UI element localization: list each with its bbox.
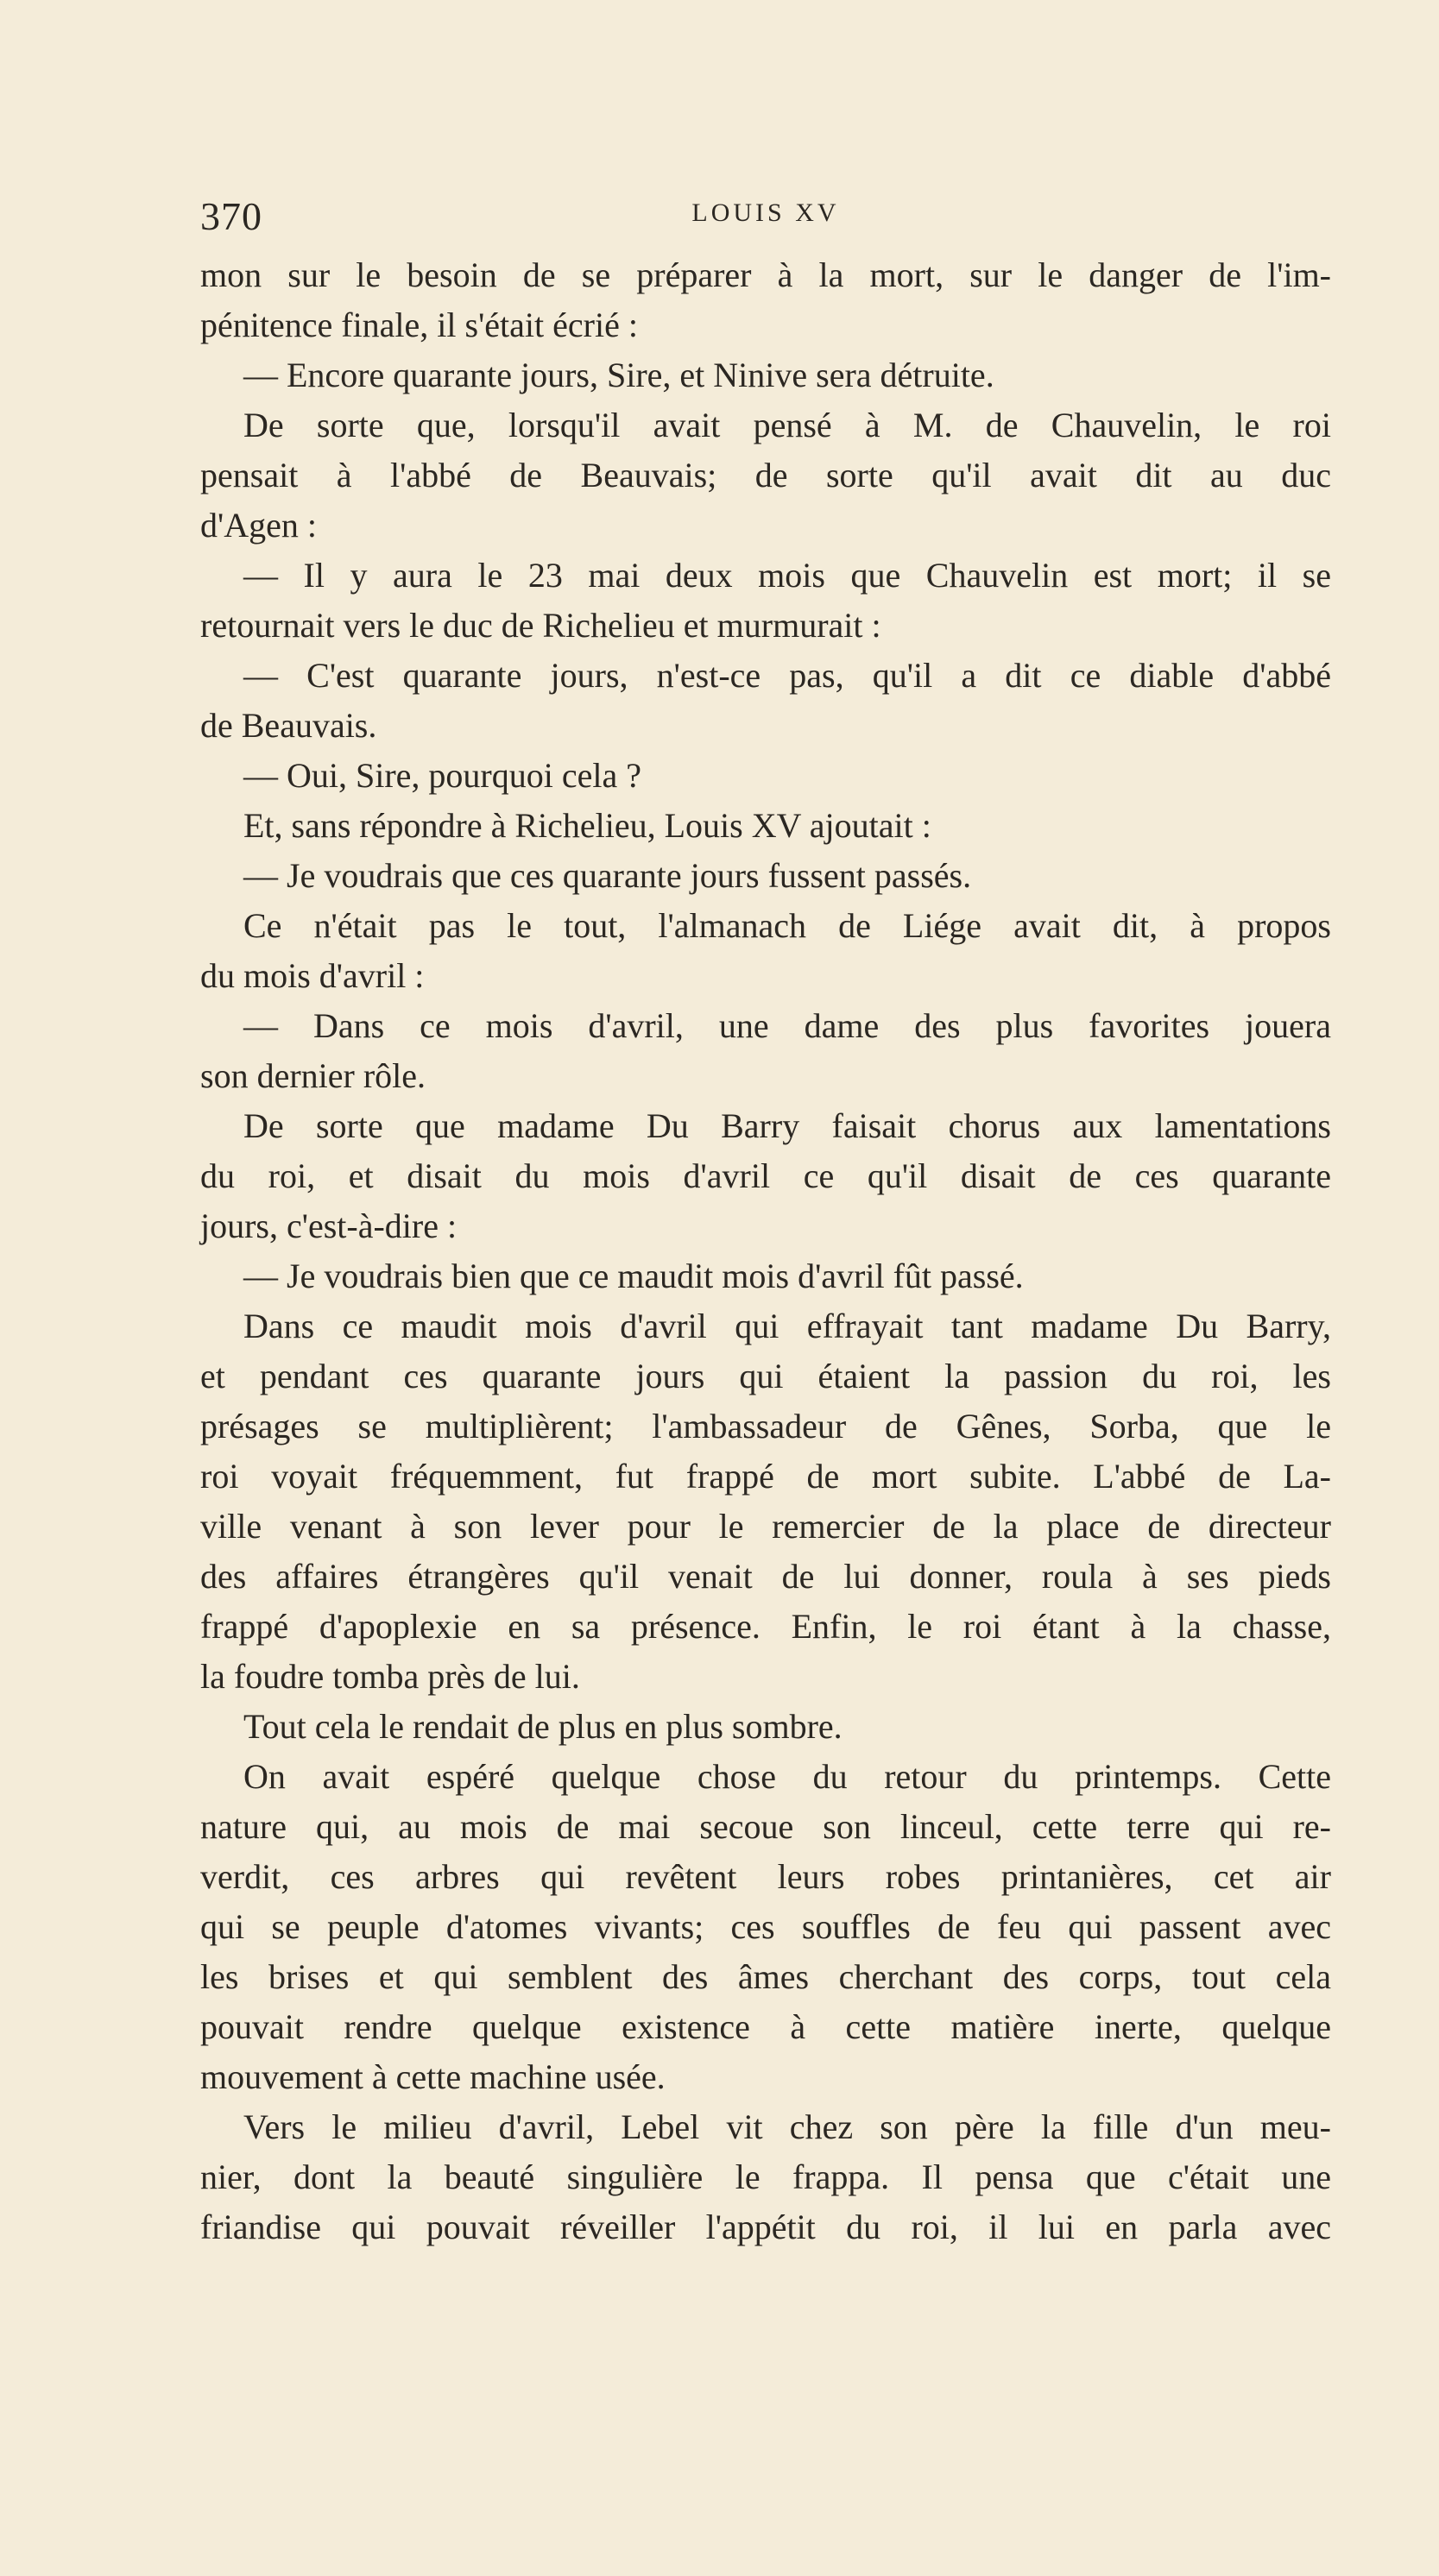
running-title: LOUIS XV — [691, 198, 840, 227]
text-line: — Dans ce mois d'avril, une dame des plus favorites jouera — [243, 1006, 1331, 1045]
text-line: — Il y aura le 23 mai deux mois que Chauvelin est mort; il se — [243, 556, 1331, 595]
page-header — [200, 193, 1331, 245]
text-line: son dernier rôle. — [200, 1056, 426, 1095]
text-line: jours, c'est-à-dire : — [200, 1206, 458, 1245]
text-line: — Oui, Sire, pourquoi cela ? — [243, 756, 641, 795]
text-line: qui se peuple d'atomes vivants; ces souffles de feu qui passent avec — [200, 1907, 1331, 1946]
text-line: — Je voudrais bien que ce maudit mois d'avril fût passé. — [243, 1257, 1024, 1295]
text-line: du mois d'avril : — [200, 956, 425, 995]
page-number: 370 — [200, 194, 262, 238]
text-line: — Je voudrais que ces quarante jours fussent passés. — [243, 856, 972, 895]
text-line: Et, sans répondre à Richelieu, Louis XV ajoutait : — [243, 806, 931, 845]
text-line: les brises et qui semblent des âmes cherchant des corps, tout cela — [200, 1957, 1331, 1996]
text-line: ville venant à son lever pour le remercier de la place de directeur — [200, 1507, 1331, 1546]
text-line: frappé d'apoplexie en sa présence. Enfin, le roi étant à la chasse, — [200, 1607, 1331, 1646]
text-line: mouvement à cette machine usée. — [200, 2057, 666, 2096]
text-line: — Encore quarante jours, Sire, et Ninive sera détruite. — [243, 356, 994, 394]
text-line: de Beauvais. — [200, 706, 377, 745]
text-line: nature qui, au mois de mai secoue son linceul, cette terre qui re- — [200, 1807, 1331, 1846]
text-line: friandise qui pouvait réveiller l'appétit du roi, il lui en parla avec — [200, 2208, 1331, 2246]
text-line: présages se multiplièrent; l'ambassadeur de Gênes, Sorba, que le — [200, 1407, 1331, 1445]
text-line: De sorte que, lorsqu'il avait pensé à M. de Chauvelin, le roi — [243, 406, 1331, 444]
text-line: et pendant ces quarante jours qui étaient la passion du roi, les — [200, 1357, 1331, 1395]
text-line: verdit, ces arbres qui revêtent leurs robes printanières, cet air — [200, 1857, 1331, 1896]
text-line: retournait vers le duc de Richelieu et murmurait : — [200, 606, 881, 645]
text-line: Dans ce maudit mois d'avril qui effrayait tant madame Du Barry, — [243, 1307, 1331, 1345]
text-line: De sorte que madame Du Barry faisait chorus aux lamentations — [243, 1106, 1331, 1145]
text-line: du roi, et disait du mois d'avril ce qu'il disait de ces quarante — [200, 1156, 1331, 1195]
text-line: roi voyait fréquemment, fut frappé de mort subite. L'abbé de La- — [200, 1457, 1331, 1496]
text-line: pénitence finale, il s'était écrié : — [200, 305, 638, 344]
text-line: Vers le milieu d'avril, Lebel vit chez son père la fille d'un meu- — [243, 2107, 1331, 2146]
text-line: — C'est quarante jours, n'est-ce pas, qu'il a dit ce diable d'abbé — [243, 656, 1331, 695]
body-text — [200, 250, 1331, 2252]
text-line: nier, dont la beauté singulière le frappa. Il pensa que c'était une — [200, 2157, 1331, 2196]
text-line: pouvait rendre quelque existence à cette matière inerte, quelque — [200, 2007, 1331, 2046]
text-line: mon sur le besoin de se préparer à la mort, sur le danger de l'im- — [200, 255, 1331, 294]
text-line: Ce n'était pas le tout, l'almanach de Liége avait dit, à propos — [243, 906, 1331, 945]
text-line: des affaires étrangères qu'il venait de lui donner, roula à ses pieds — [200, 1557, 1331, 1596]
text-line: d'Agen : — [200, 506, 317, 545]
text-line: On avait espéré quelque chose du retour du printemps. Cette — [243, 1757, 1331, 1796]
text-line: la foudre tomba près de lui. — [200, 1657, 580, 1696]
text-line: pensait à l'abbé de Beauvais; de sorte qu'il avait dit au duc — [200, 456, 1331, 494]
text-line: Tout cela le rendait de plus en plus sombre. — [243, 1707, 843, 1746]
